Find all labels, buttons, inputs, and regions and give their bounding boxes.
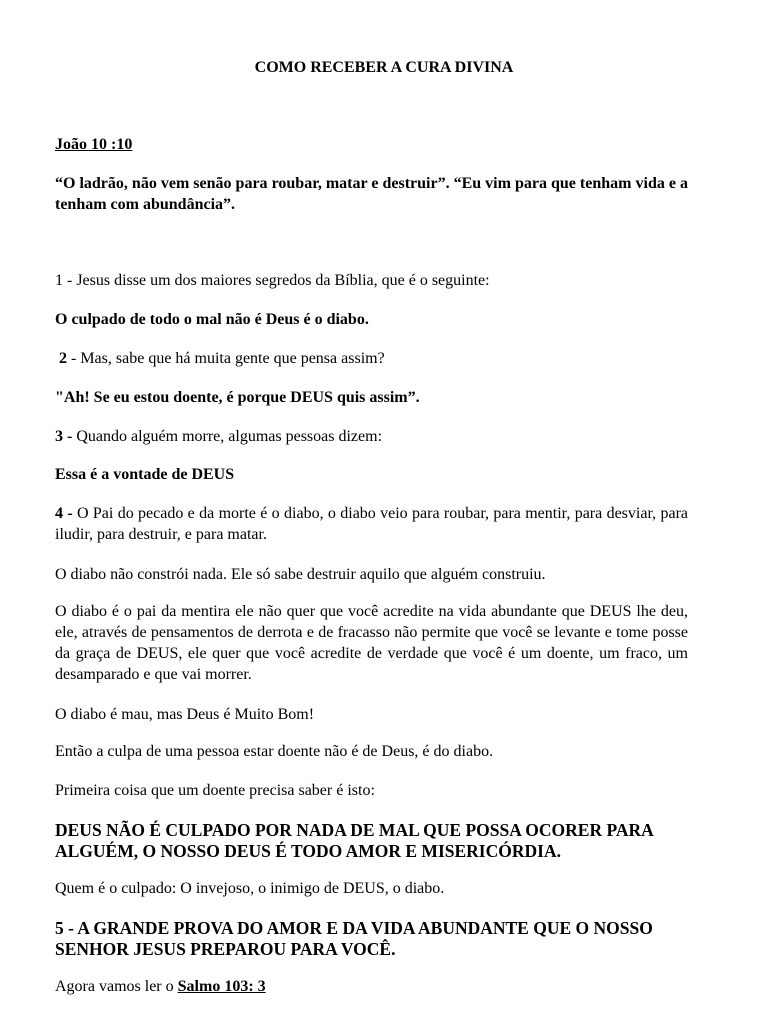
- paragraph-1-number: 1 -: [55, 272, 73, 289]
- paragraph-3-text: Quando alguém morre, algumas pessoas dizem:: [72, 428, 383, 445]
- paragraph-1: [55, 270, 688, 291]
- paragraph-3-number: 3 -: [55, 428, 73, 445]
- paragraph-7: O diabo é mau, mas Deus é Muito Bom!: [55, 706, 315, 723]
- paragraph-4-text: O Pai do pecado e da morte é o diabo, o diabo veio para roubar, para mentir, para desviar, para iludir, para destruir, e para matar.: [55, 505, 689, 543]
- document-title: COMO RECEBER A CURA DIVINA: [254, 59, 514, 76]
- paragraph-13: [55, 976, 688, 997]
- paragraph-11: Quem é o culpado: O invejoso, o inimigo de DEUS, o diabo.: [55, 880, 445, 897]
- paragraph-2-number: 2: [59, 350, 67, 367]
- paragraph-13-text: Agora vamos ler o: [55, 978, 178, 995]
- psalm-reference: Salmo 103: 3: [177, 978, 266, 995]
- paragraph-10-emphasis: DEUS NÃO É CULPADO POR NADA DE MAL QUE POSSA OCORER PARA ALGUÉM, O NOSSO DEUS É TODO AMOR E MISERICÓRDIA.: [55, 820, 653, 861]
- paragraph-8: Então a culpa de uma pessoa estar doente não é de Deus, é do diabo.: [55, 743, 494, 760]
- paragraph-1-text: Jesus disse um dos maiores segredos da Bíblia, que é o seguinte:: [72, 272, 490, 289]
- paragraph-4: [55, 503, 688, 545]
- section-5-heading: 5 - A GRANDE PROVA DO AMOR E DA VIDA ABUNDANTE QUE O NOSSO SENHOR JESUS PREPAROU PARA VOCÊ.: [55, 918, 653, 959]
- paragraph-9: Primeira coisa que um doente precisa saber é isto:: [55, 782, 375, 799]
- paragraph-4-number: 4 -: [55, 505, 73, 522]
- paragraph-1-emphasis: O culpado de todo o mal não é Deus é o diabo.: [55, 311, 369, 328]
- paragraph-2-text: - Mas, sabe que há muita gente que pensa assim?: [67, 350, 385, 367]
- scripture-quote: “O ladrão, não vem senão para roubar, matar e destruir”. “Eu vim para que tenham vida e a tenham com abundância”.: [55, 175, 688, 213]
- scripture-reference: João 10 :10: [55, 136, 133, 153]
- paragraph-5: O diabo não constrói nada. Ele só sabe destruir aquilo que alguém construiu.: [55, 566, 546, 583]
- paragraph-3: [55, 426, 688, 447]
- paragraph-6: O diabo é o pai da mentira ele não quer que você acredite na vida abundante que DEUS lhe deu, ele, através de pensamentos de derrota e de fracasso não permite que você se levante e tome posse da graça de DEUS, ele quer que você acredite de verdade que você é um doente, um fraco, um desamparado e que vai morrer.: [55, 603, 688, 683]
- paragraph-2: [59, 348, 692, 369]
- paragraph-2-emphasis: "Ah! Se eu estou doente, é porque DEUS quis assim”.: [55, 389, 420, 406]
- paragraph-3-emphasis: Essa é a vontade de DEUS: [55, 466, 235, 483]
